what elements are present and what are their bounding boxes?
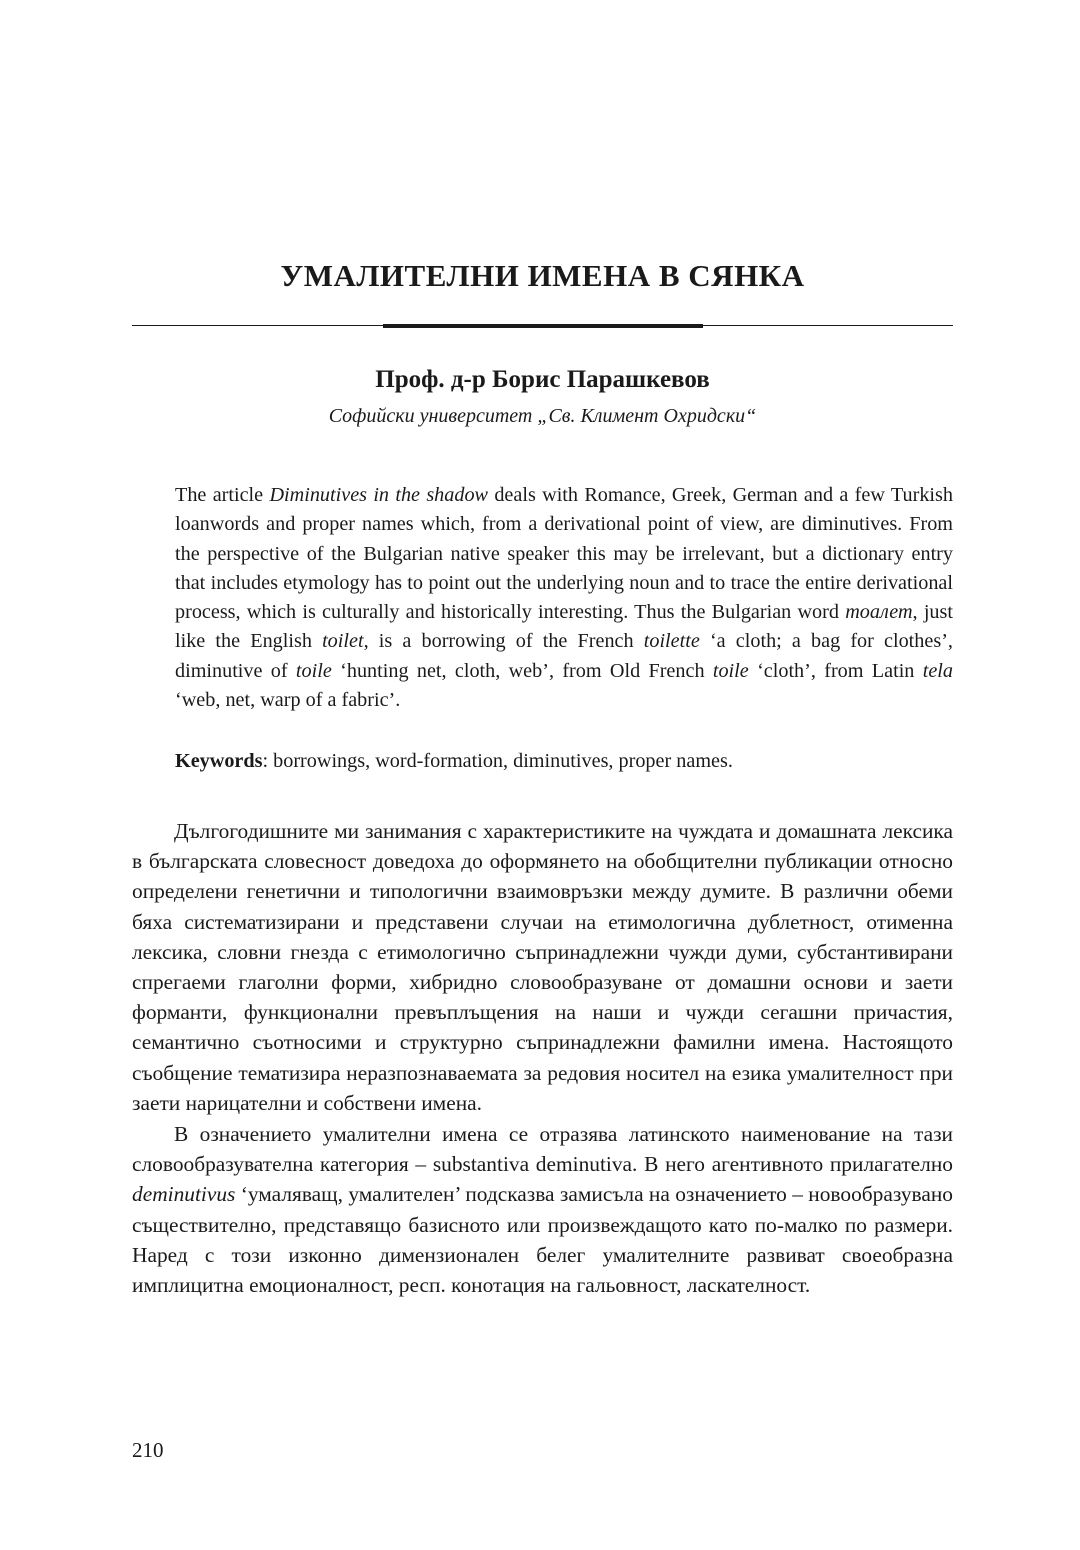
author-affiliation: Софийски университет „Св. Климент Охридски“ <box>328 405 757 427</box>
keywords-label: Keywords <box>175 750 263 772</box>
author-name: Проф. д-р Борис Парашкевов <box>375 366 710 393</box>
article-title: УМАЛИТЕЛНИ ИМЕНА В СЯНКА <box>280 258 805 293</box>
body-paragraph-2: В означението умалителни имена се отразява латинското наименование на тази словообразувателна категория – substantiva deminutiva. В него агентивното прилагателно deminutivus ‘умаляващ, умалителен’ подсказва замисъла на означението – новообразувано съществително, представящо базисното или произвеждащото като по-малко по размери. Наред с този изконно димензионален белег умалителните развиват своеобразна имплицитна емоционалност, респ. конотация на гальовност, ласкателност. <box>132 1122 953 1298</box>
body-text <box>132 816 953 1300</box>
keywords-list: : borrowings, word-formation, diminutives, proper names. <box>262 750 733 772</box>
body-paragraph-1: Дългогодишните ми занимания с характеристиките на чуждата и домашната лексика в българската словесност доведоха до оформянето на обобщителни публикации относно определени генетични и типологични взаимовръзки между думите. В различни обеми бяха систематизирани и представени случаи на етимологична дублетност, отименна лексика, словни гнезда с етимологично съпринадлежни чужди думи, субстантивирани спрегаеми глаголни форми, хибридно словообразуване от домашни основи и заети форманти, функционални превъплъщения на наши и чужди сегашни причастия, семантично съотносими и структурно съпринадлежни фамилни имена. Настоящото съобщение тематизира неразпознаваемата за редовия носител на езика умалителност при заети нарицателни и собствени имена. <box>132 819 953 1115</box>
abstract: The article Diminutives in the shadow deals with Romance, Greek, German and a few Turkish loanwords and proper names which, from a derivational point of view, are diminutives. From the perspective of the Bulgarian native speaker this may be irrelevant, but a dictionary entry that includes etymology has to point out the underlying noun and to trace the entire derivational process, which is culturally and historically interesting. Thus the Bulgarian word тоалет, just like the English toilet, is a borrowing of the French toilette ‘a cloth; a bag for clothes’, diminutive of toile ‘hunting net, cloth, web’, from Old French toile ‘cloth’, from Latin tela ‘web, net, warp of a fabric’. <box>175 484 953 712</box>
page-number: 210 <box>132 1438 164 1462</box>
title-divider-accent <box>383 324 703 328</box>
keywords <box>175 747 953 776</box>
